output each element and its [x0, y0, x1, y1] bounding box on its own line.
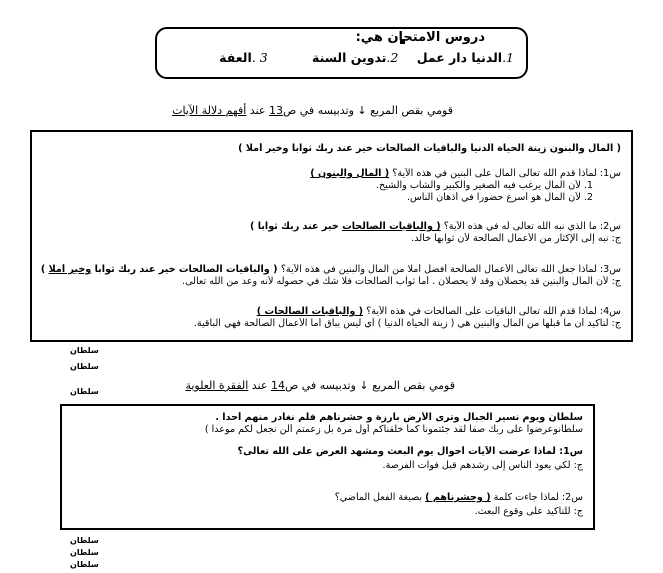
question-2: س2: ما الذي نبه الله تعالى له في هذه الآية؟ ( والباقيات الصالحات خير عند ربك ثوابا ): [249, 221, 621, 232]
answer-3: ج: لأن المال والبنين قد يحصلان وقد لا يحصلان . أما ثواب الصالحات فلا شك في حصوله لأنه وعد من الله تعالى.: [182, 276, 621, 287]
question-3: س3: لماذا جعل الله تعالى الأعمال الصالحة أفضل أملا من المال والبنين في هذه الآية؟ ( والباقيات الصالحات خير عند ربك ثوابا وخير أملا ): [40, 264, 621, 275]
answer-2: ج: للتأكيد على وقوع البعث.: [474, 506, 583, 517]
topic-item: 2.تدوين السنة: [312, 50, 399, 65]
lesson-box-2: [60, 404, 595, 530]
verse-text: ( المال والبنون زينة الحياة الدنيا والباقيات الصالحات خير عند ربك ثوابا وخير أملا ): [238, 143, 621, 154]
answer-2: ج: نبه إلى الإكثار من الأعمال الصالحة لأن ثوابها خالد.: [411, 233, 621, 244]
answer-4: ج: لتأكيد أن ما قبلها من المال والبنين هي ( زينة الحياة الدنيا ) أي ليس بباق أما الأعمال الصالحة فهي الباقية.: [193, 318, 621, 329]
exam-topic-list: [174, 50, 514, 65]
section1-instruction: قومي بقص المربع ↓ وتدبيسه في ص13 عند أفهم دلالة الآيات: [172, 104, 453, 117]
topic-item: 3 .العفة: [219, 50, 268, 65]
margin-mark: سلطان: [70, 548, 99, 557]
question-4: س4: لماذا قدم الله تعالى الباقيات على الصالحات في هذه الآية؟ ( والباقيات الصالحات ): [256, 306, 621, 317]
section2-instruction: قومي بقص المربع ↓ وتدبيسه في ص14 عند الفقرة العلوية: [185, 379, 455, 392]
answer-1: ج: لكي يعود الناس إلى رشدهم قبل فوات الفرصة.: [382, 460, 583, 471]
question-2: س2: لماذا جاءت كلمة ( وحشرناهم ) بصيغة الفعل الماضي؟: [334, 492, 583, 503]
question-1: س1: لماذا قدم الله تعالى المال على البنين في هذه الآية؟ ( المال والبنون ): [310, 168, 621, 179]
topic-item: 1.الدنيا دار عمل: [416, 50, 514, 65]
margin-mark: سلطان: [70, 560, 99, 569]
exam-title: دروس الامتحان هي:: [355, 30, 485, 45]
margin-mark: سلطان: [70, 346, 99, 355]
lesson-box-1: [30, 130, 633, 342]
verse-line-2: سلطانوعرضوا على ربك صفا لقد جئتمونا كما خلقناكم أول مرة بل زعمتم ألن نجعل لكم موعدا ): [204, 424, 583, 435]
answer-1-2: 2. لأن المال هو أسرع حضورا في أذهان الناس.: [406, 192, 593, 203]
answer-1-1: 1. لأن المال يرغب فيه الصغير والكبير والشاب والشيخ.: [375, 180, 593, 191]
verse-line-1: سلطان ويوم نسير الجبال وترى الأرض بارزة و حشرناهم فلم نغادر منهم أحدا .: [215, 412, 583, 423]
margin-mark: سلطان: [70, 362, 99, 371]
question-1: س1: لماذا عرضت الآيات أحوال يوم البعث ومشهد العرض على الله تعالى؟: [237, 446, 583, 457]
margin-mark: سلطان: [70, 536, 99, 545]
margin-mark: سلطان: [70, 387, 99, 396]
